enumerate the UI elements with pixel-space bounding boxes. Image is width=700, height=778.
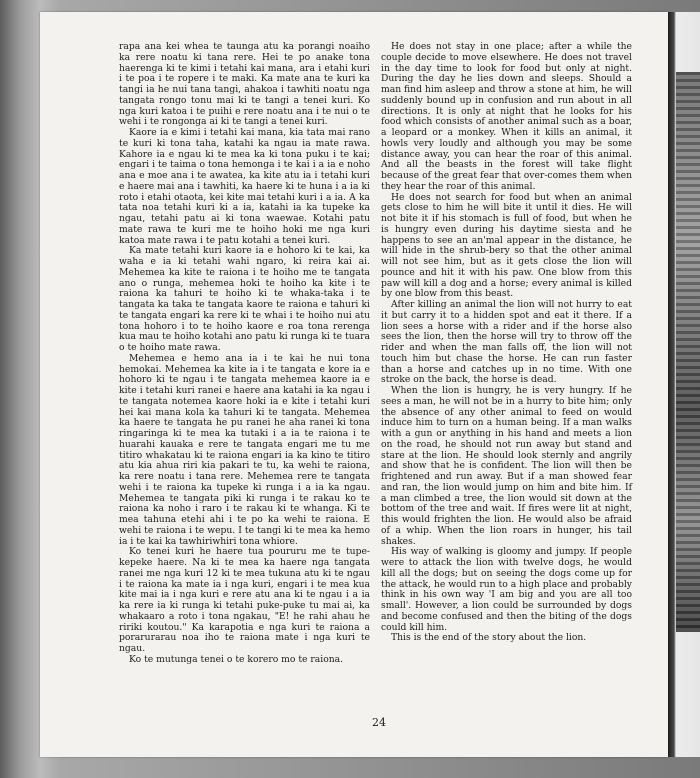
facing-page-photo (676, 72, 700, 632)
maori-paragraph: Mehemea e hemo ana ia i te kai he nui tona hemokai. Mehemea ka kite ia i te tangata e kore ia e hohoro ki te ngau i te tangata mehemea kaore ia e kite i tetahi kuri ranei e haere ana katahi ia ka ngau i te tangata notemea kaore hoki ia e kite i tetahi kuri hei kai mana kola ka tahuri ki te tangata. Mehemea ka haere te tangata he pu ranei he aha ranei ki tona ringaringa ki te mea ka tutaki i a ia te raiona i te huarahi kauaka e rere te tangata engari me tu me titiro whakatau ki te raiona engari ia ka kino te titiro atu kia ahua riri kia pakari te tu, ka wehi te raiona, ka rere noatu i tana rere. Mehemea rere te tangata wehi i te raiona ka tupeke ki runga i a ia ka ngau. Mehemea te tangata piki ki runga i te rakau ko te raiona ka noho i raro i te rakau ki te whanga. Ki te mea tahuna etehi ahi i te po ka wehi te raiona. E wehi te raiona i te wepu. I te tangi ki te mea ka hemo ia i te kai ka tawhiriwhiri tona whiore. (119, 352, 370, 547)
maori-paragraph: Ka mate tetahi kuri kaore ia e hohoro ki te kai, ka waha e ia ki tetahi wahi ngaro, ki reira kai ai. Mehemea ka kite te raiona i te hoiho me te tangata ano o runga, mehemea hoki te hoiho ka kite i te raiona ka tahuri te hoiho ki te whaka-taka i te tangata ka taka te tangata kaore te raiona e tahuri ki te tangata engari ka rere ki te whai i te hoiho nui atu tona hohoro i to te hoiho kaore e roa tona rerenga kua mau te hoiho kotahi ano patu ki runga ki te tuara o te hoiho mate rawa. (119, 245, 370, 353)
maori-text-column (119, 42, 370, 666)
maori-paragraph: Ko tenei kuri he haere tua poururu me te tupe-kepeke haere. Na ki te mea ka haere nga tangata ranei me nga kuri 12 ki te mea tukuna atu ki te ngau i te raiona ka mate ia i nga kuri, engari i te mea kua kite mai ia i nga kuri e rere atu ana ki te ngau i a ia ka rere ia ki runga ki tetahi puke-puke tu mai ai, ka whakaaro a roto i tona ngakau, "E! he rahi ahau he ririki koutou." Ka karapotia e nga kuri te raiona a porarurarau noa iho te raiona mate i nga kuri te ngau. (119, 546, 370, 654)
facing-page-edge (668, 12, 700, 757)
page-number: 24 (372, 716, 386, 729)
maori-paragraph: rapa ana kei whea te taunga atu ka porangi noaiho ka rere noatu ki tana rere. Hei te po anake tona haerenga ki te kimi i tetahi kai mana, ara i etahi kuri i te poa i te ropere i te maki. Ka mate ana te kuri ka tangi ia he nui tana tangi, ahakoa i tawhiti noatu nga tangata rongo tonu mai ki te tangi a tenei kuri. Ko nga kuri katoa i te puihi e rere noatu ana i te nui o te wehi i te rongonga ai ki te tangi a tenei kuri. (119, 41, 370, 128)
maori-paragraph: Kaore ia e kimi i tetahi kai mana, kia tata mai rano te kuri ki tona taha, katahi ka ngau ia mate rawa. Kahore ia e ngau ki te mea ka ki tona puku i te kai; engari i te taima o tona hemonga i te kai i a ia e noho ana e moe ana i te awatea, ka kite atu ia i tetahi kuri e haere mai ana i tawhiti, ka haere ki te huna i a ia ki roto i etahi otaota, kei kite mai tetahi kuri i a ia. A ka tata noa tetahi kuri ki a ia, katahi ia ka tupeke ka ngau, tetahi patu ai ki tona waewae. Kotahi patu mate rawa te kuri me te hoiho hoki me nga kuri katoa mate rawa i te patu kotahi a tenei kuri. (119, 127, 370, 246)
english-paragraph: This is the end of the story about the lion. (391, 632, 587, 644)
english-paragraph: His way of walking is gloomy and jumpy. If people were to attack the lion with twelve dogs, he would kill all the dogs; but on seeing the dogs come up for the attack, he would run to a high place and probably think in his own way 'I am big and you are all too small'. However, a lion could be surrounded by dogs and become confused and then the biting of the dogs could kill him. (381, 546, 632, 633)
english-paragraph: After killing an animal the lion will not hurry to eat it but carry it to a hidden spot and eat it there. If a lion sees a horse with a rider and if the horse also sees the lion, then the horse will try to throw off the rider and when the man falls off, the lion will not touch him but chase the horse. He can run faster than a horse and catches up in no time. With one stroke on the back, the horse is dead. (381, 299, 632, 386)
english-paragraph: When the lion is hungry, he is very hungry. If he sees a man, he will not be in a hurry to bite him; only the absence of any other animal to feed on would induce him to turn on a human being. If a man walks with a gun or anything in his hand and meets a lion on the road, he should not run away but stand and stare at the lion. He should look sternly and angrily and show that he is confident. The lion will then be frightened and run away. But if a man showed fear and ran, the lion would jump on him and bite him. If a man climbed a tree, the lion would sit down at the bottom of the tree and wait. If fires were lit at night, this would frighten the lion. He would also be afraid of a whip. When the lion roars in hunger, his tail shakes. (381, 385, 632, 547)
maori-paragraph: Ko te mutunga tenei o te korero mo te raiona. (129, 653, 344, 665)
english-text-column (381, 42, 632, 644)
english-paragraph: He does not search for food but when an animal gets close to him he will bite it until it dies. He will not bite it if his stomach is full of food, but when he is hungry even during his daytime siesta and he happens to see an an'mal appear in the distance, he will hide in the shrub-bery so that the other animal will not see him, but as it gets close the lion will pounce and hit it with his paw. One blow from this paw will kill a dog and a horse; every animal is killed by one blow from this beast. (381, 191, 632, 300)
english-paragraph: He does not stay in one place; after a while the couple decide to move elsewhere. He does not travel in the day time to look for food but only at night. During the day he lies down and sleeps. Should a man find him asleep and throw a stone at him, he will suddenly bound up in confusion and run about in all directions. It is only at night that he looks for his food which consists of another animal such as a boar, a leopard or a monkey. When it kills an animal, it howls very loudly and although you may be some distance away, you can hear the roar of this animal. And all the beasts in the forest will take flight because of the great fear that over-comes them when they hear the roar of this animal. (381, 41, 632, 192)
